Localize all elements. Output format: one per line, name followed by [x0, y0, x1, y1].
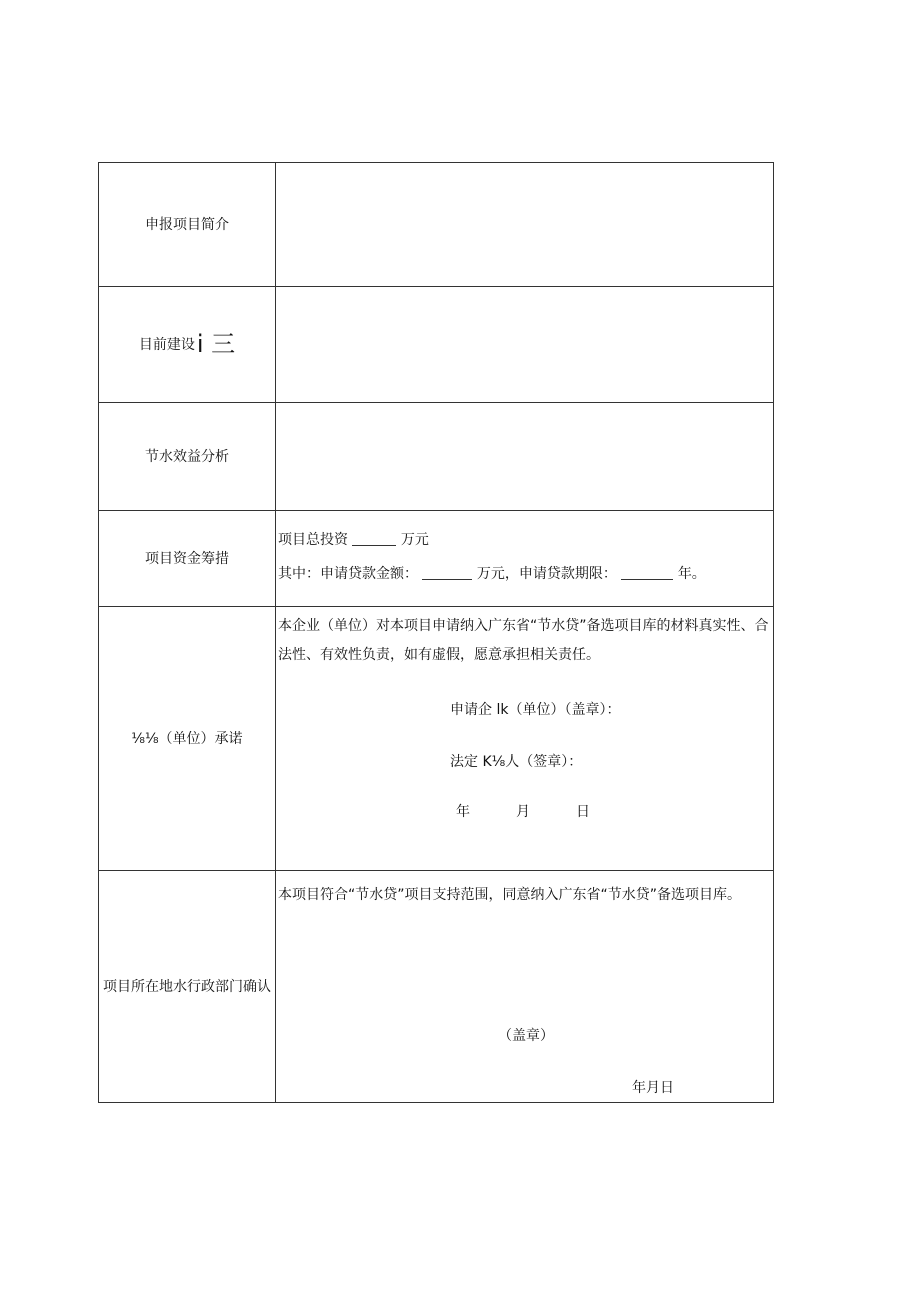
funding-total-prefix: 项目总投资 [278, 532, 348, 548]
label-construction-status [99, 287, 276, 403]
funding-loan-line [276, 563, 773, 585]
row-funding [99, 511, 774, 607]
label-water-saving-benefit-text: 节水效益分析 [145, 448, 229, 465]
row-construction-status [99, 287, 774, 403]
commitment-day: 日 [576, 804, 590, 820]
funding-total-suffix: 万元 [400, 532, 429, 548]
funding-total-input[interactable] [352, 529, 396, 546]
funding-total-line [276, 529, 773, 551]
row-water-saving-benefit [99, 403, 774, 511]
label-confirmation-text: 项目所在地水行政部门确认 [103, 978, 271, 995]
row-confirmation [99, 871, 774, 1103]
commitment-text: 本企业（单位）对本项目申请纳入广东省“节水贷”备选项目库的材料真实性、合法性、有效性负责，如有虚假，愿意承担相关责任。 [278, 618, 769, 663]
field-water-saving-benefit[interactable] [276, 403, 774, 511]
field-confirmation [276, 871, 774, 1103]
confirmation-date-line [632, 1075, 674, 1102]
commitment-applicant: 申请企 lk（单位）（盖章）： [450, 702, 621, 718]
confirmation-text: 本项目符合“节水贷”项目支持范围，同意纳入广东省“节水贷”备选项目库。 [278, 887, 742, 903]
label-commitment-text: ⅛⅛（单位）承诺 [131, 730, 243, 747]
funding-loan-term-input[interactable] [621, 563, 673, 580]
label-construction-status-text [135, 330, 239, 358]
confirmation-date: 年月日 [632, 1080, 674, 1096]
label-commitment [99, 607, 276, 871]
field-project-intro[interactable] [276, 163, 774, 287]
label-funding-text: 项目资金筹措 [145, 550, 229, 567]
label-project-intro-text: 申报项目简介 [145, 216, 229, 233]
funding-loan-mid: 万元，申请贷款期限： [476, 566, 617, 582]
label-water-saving-benefit [99, 403, 276, 511]
commitment-month: 月 [516, 804, 530, 820]
label-construction-status-glyph: i 三 [196, 330, 236, 358]
label-funding [99, 511, 276, 607]
application-form-table [98, 162, 774, 1103]
commitment-year: 年 [456, 804, 470, 820]
funding-loan-prefix: 其中：申请贷款金额： [278, 566, 418, 582]
confirmation-seal: （盖章） [498, 1028, 554, 1044]
field-commitment [276, 607, 774, 871]
commitment-date-line [456, 799, 636, 826]
field-funding [276, 511, 774, 607]
funding-loan-suffix: 年。 [677, 566, 706, 582]
row-project-intro [99, 163, 774, 287]
row-commitment [99, 607, 774, 871]
commitment-applicant-line [450, 697, 620, 724]
funding-loan-amount-input[interactable] [422, 563, 472, 580]
label-project-intro [99, 163, 276, 287]
label-confirmation [99, 871, 276, 1103]
confirmation-seal-line [498, 1023, 554, 1050]
field-construction-status[interactable] [276, 287, 774, 403]
commitment-legal-rep-line [450, 749, 582, 776]
label-construction-status-main: 目前建设 [138, 337, 195, 353]
commitment-legal-rep: 法定 K⅛人（签章）： [450, 754, 583, 770]
